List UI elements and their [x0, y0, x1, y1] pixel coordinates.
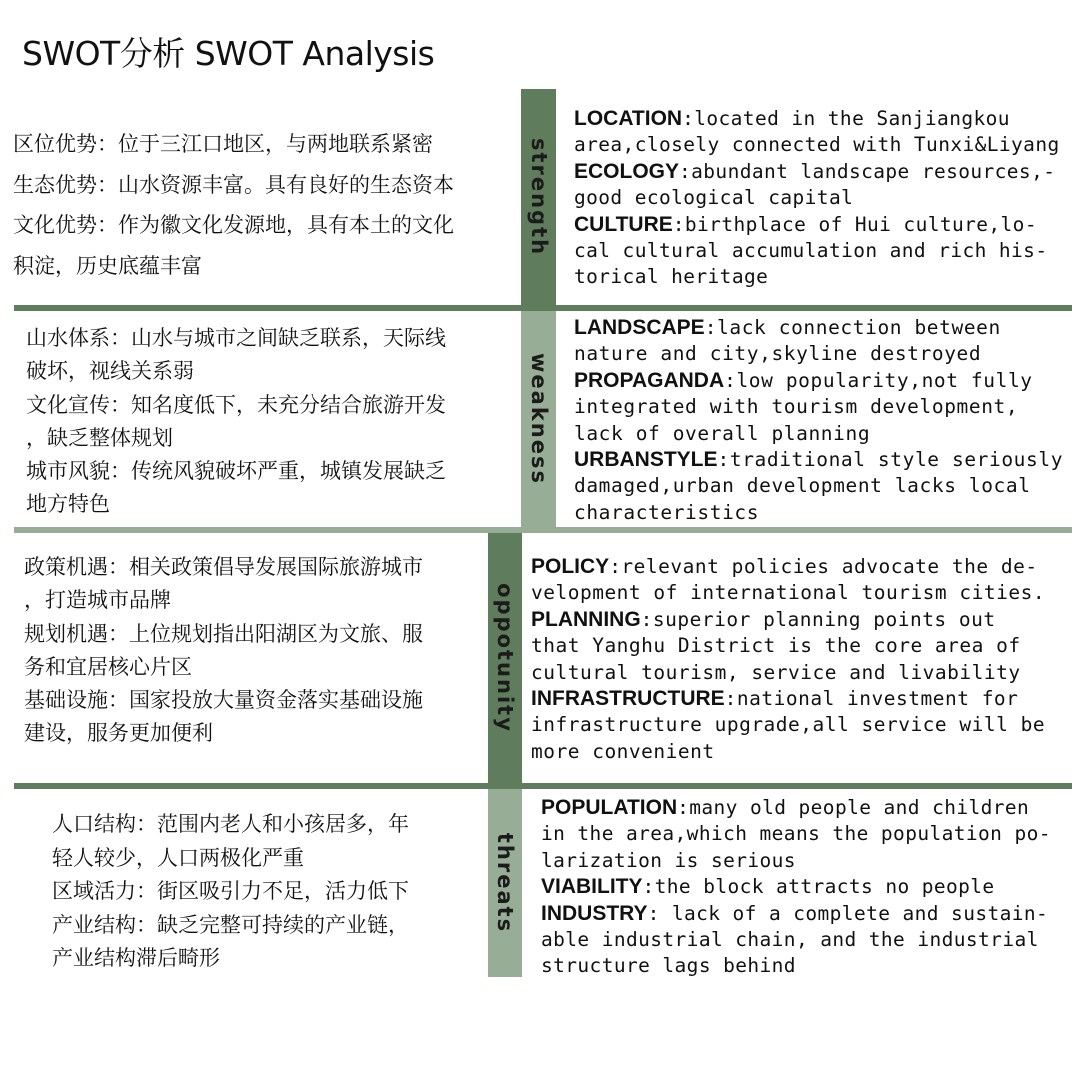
threats-label: threats: [493, 832, 517, 934]
line-text: :traditional style seriously: [717, 448, 1064, 472]
opportunity-bar: [488, 533, 522, 783]
text-line: 人口结构：范围内老人和小孩居多，年: [52, 812, 409, 836]
text-line: ，打造城市品牌: [24, 588, 171, 613]
text-line: 破坏，视线关系弱: [26, 359, 194, 384]
text-line: [574, 159, 1060, 185]
keyword: VIABILITY: [541, 875, 643, 899]
line-text: good ecological capital: [574, 186, 854, 210]
threats-en-text: [541, 795, 1051, 980]
line-text: :many old people and children: [677, 796, 1030, 819]
text-line: [541, 821, 1051, 847]
text-line: [574, 315, 1063, 341]
keyword: PLANNING: [531, 607, 641, 631]
line-text: cultural tourism, service and livability: [531, 660, 1021, 684]
keyword: ECOLOGY: [574, 159, 680, 183]
line-text: :abundant landscape resources,-: [679, 159, 1056, 183]
threats-bar: [488, 789, 522, 977]
line-text: in the area,which means the population po-: [541, 822, 1051, 846]
text-line: [574, 264, 1060, 290]
opportunity-cn-text: [24, 551, 423, 751]
text-line: 产业结构：缺乏完整可持续的产业链，: [52, 912, 409, 937]
text-line: [574, 447, 1063, 473]
keyword: INDUSTRY: [541, 901, 648, 925]
text-line: 区位优势：位于三江口地区，与两地联系紧密: [13, 132, 433, 156]
text-line: 基础设施：国家投放大量资金落实基础设施: [24, 688, 423, 713]
divider-opportunity-threats: [14, 783, 1072, 789]
line-text: :the block attracts no people: [642, 875, 995, 899]
line-text: larization is serious: [541, 848, 796, 872]
line-text: velopment of international tourism cities.: [531, 581, 1046, 605]
line-text: damaged,urban development lacks local: [574, 474, 1031, 498]
text-line: [541, 874, 1051, 900]
text-line: 产业结构滞后畸形: [52, 946, 220, 970]
line-text: nature and city,skyline destroyed: [574, 342, 982, 366]
keyword: CULTURE: [574, 212, 673, 236]
text-line: [574, 238, 1060, 264]
text-line: [574, 500, 1063, 526]
text-line: 山水体系：山水与城市之间缺乏联系，天际线: [26, 326, 446, 350]
text-line: [541, 795, 1051, 821]
strength-cn-text: [13, 124, 454, 286]
text-line: [531, 686, 1045, 712]
weakness-cn-text: [26, 322, 446, 522]
keyword: INFRASTRUCTURE: [531, 687, 725, 711]
text-line: [574, 106, 1060, 132]
text-line: [541, 953, 1051, 979]
text-line: 地方特色: [26, 492, 110, 517]
text-line: 文化宣传：知名度低下，未充分结合旅游开发: [26, 392, 446, 417]
text-line: 轻人较少，人口两极化严重: [52, 845, 304, 870]
opportunity-en-text: [531, 554, 1045, 765]
keyword: LANDSCAPE: [574, 316, 705, 339]
strength-label: strength: [526, 137, 551, 257]
text-line: [574, 341, 1063, 367]
strength-en-text: [574, 106, 1060, 291]
weakness-bar: [521, 311, 556, 527]
keyword: URBANSTYLE: [574, 448, 718, 472]
line-text: integrated with tourism development,: [574, 395, 1019, 419]
text-line: 积淀，历史底蕴丰富: [13, 253, 202, 278]
keyword: POPULATION: [541, 796, 678, 819]
line-text: lack of overall planning: [574, 421, 871, 445]
text-line: [531, 660, 1045, 686]
text-line: 规划机遇：上位规划指出阳湖区为文旅、服: [24, 621, 423, 646]
text-line: [574, 132, 1060, 158]
text-line: [531, 580, 1045, 606]
line-text: :superior planning points out: [640, 607, 996, 631]
text-line: [531, 739, 1045, 765]
text-line: [574, 368, 1063, 394]
text-line: [531, 607, 1045, 633]
line-text: infrastructure upgrade,all service will be: [531, 713, 1046, 737]
text-line: [574, 212, 1060, 238]
line-text: :national investment for: [724, 687, 1019, 711]
line-text: :relevant policies advocate the de-: [609, 555, 1038, 578]
text-line: 文化优势：作为徽文化发源地，具有本土的文化: [13, 213, 454, 237]
line-text: area,closely connected with Tunxi&Liyang: [574, 133, 1060, 157]
line-text: that Yanghu District is the core area of: [531, 634, 1021, 658]
line-text: : lack of a complete and sustain-: [647, 901, 1049, 925]
text-line: 建设，服务更加便利: [24, 721, 213, 746]
line-text: structure lags behind: [541, 954, 796, 978]
text-line: 政策机遇：相关政策倡导发展国际旅游城市: [24, 555, 423, 579]
line-text: more convenient: [531, 739, 715, 763]
keyword: POLICY: [531, 555, 610, 578]
line-text: able industrial chain, and the industrial: [541, 928, 1039, 952]
text-line: [574, 421, 1063, 447]
text-line: [574, 394, 1063, 420]
line-text: torical heritage: [574, 265, 769, 289]
keyword: LOCATION: [574, 107, 683, 130]
text-line: [541, 927, 1051, 953]
strength-bar: [521, 89, 556, 305]
text-line: [531, 633, 1045, 659]
line-text: characteristics: [574, 500, 760, 524]
text-line: [541, 901, 1051, 927]
line-text: :lack connection between: [704, 316, 1001, 339]
line-text: :located in the Sanjiangkou: [682, 107, 1010, 130]
text-line: 生态优势：山水资源丰富。具有良好的生态资本: [13, 172, 454, 197]
line-text: :birthplace of Hui culture,lo-: [672, 212, 1037, 236]
text-line: 区域活力：街区吸引力不足，活力低下: [52, 879, 409, 903]
weakness-label: weakness: [526, 353, 551, 485]
text-line: 务和宜居核心片区: [24, 654, 192, 679]
line-text: :low popularity,not fully: [724, 368, 1033, 392]
text-line: ，缺乏整体规划: [26, 425, 173, 450]
text-line: [531, 712, 1045, 738]
text-line: [541, 848, 1051, 874]
line-text: cal cultural accumulation and rich his-: [574, 239, 1048, 263]
text-line: [574, 473, 1063, 499]
opportunity-label: oppotunity: [493, 583, 517, 733]
divider-weakness-opportunity: [14, 527, 1072, 533]
keyword: PROPAGANDA: [574, 368, 725, 392]
weakness-en-text: [574, 315, 1063, 526]
text-line: [574, 185, 1060, 211]
threats-cn-text: [52, 808, 409, 976]
text-line: [531, 554, 1045, 580]
page-title: SWOT分析 SWOT Analysis: [22, 34, 435, 73]
text-line: 城市风貌：传统风貌破坏严重，城镇发展缺乏: [26, 459, 446, 484]
